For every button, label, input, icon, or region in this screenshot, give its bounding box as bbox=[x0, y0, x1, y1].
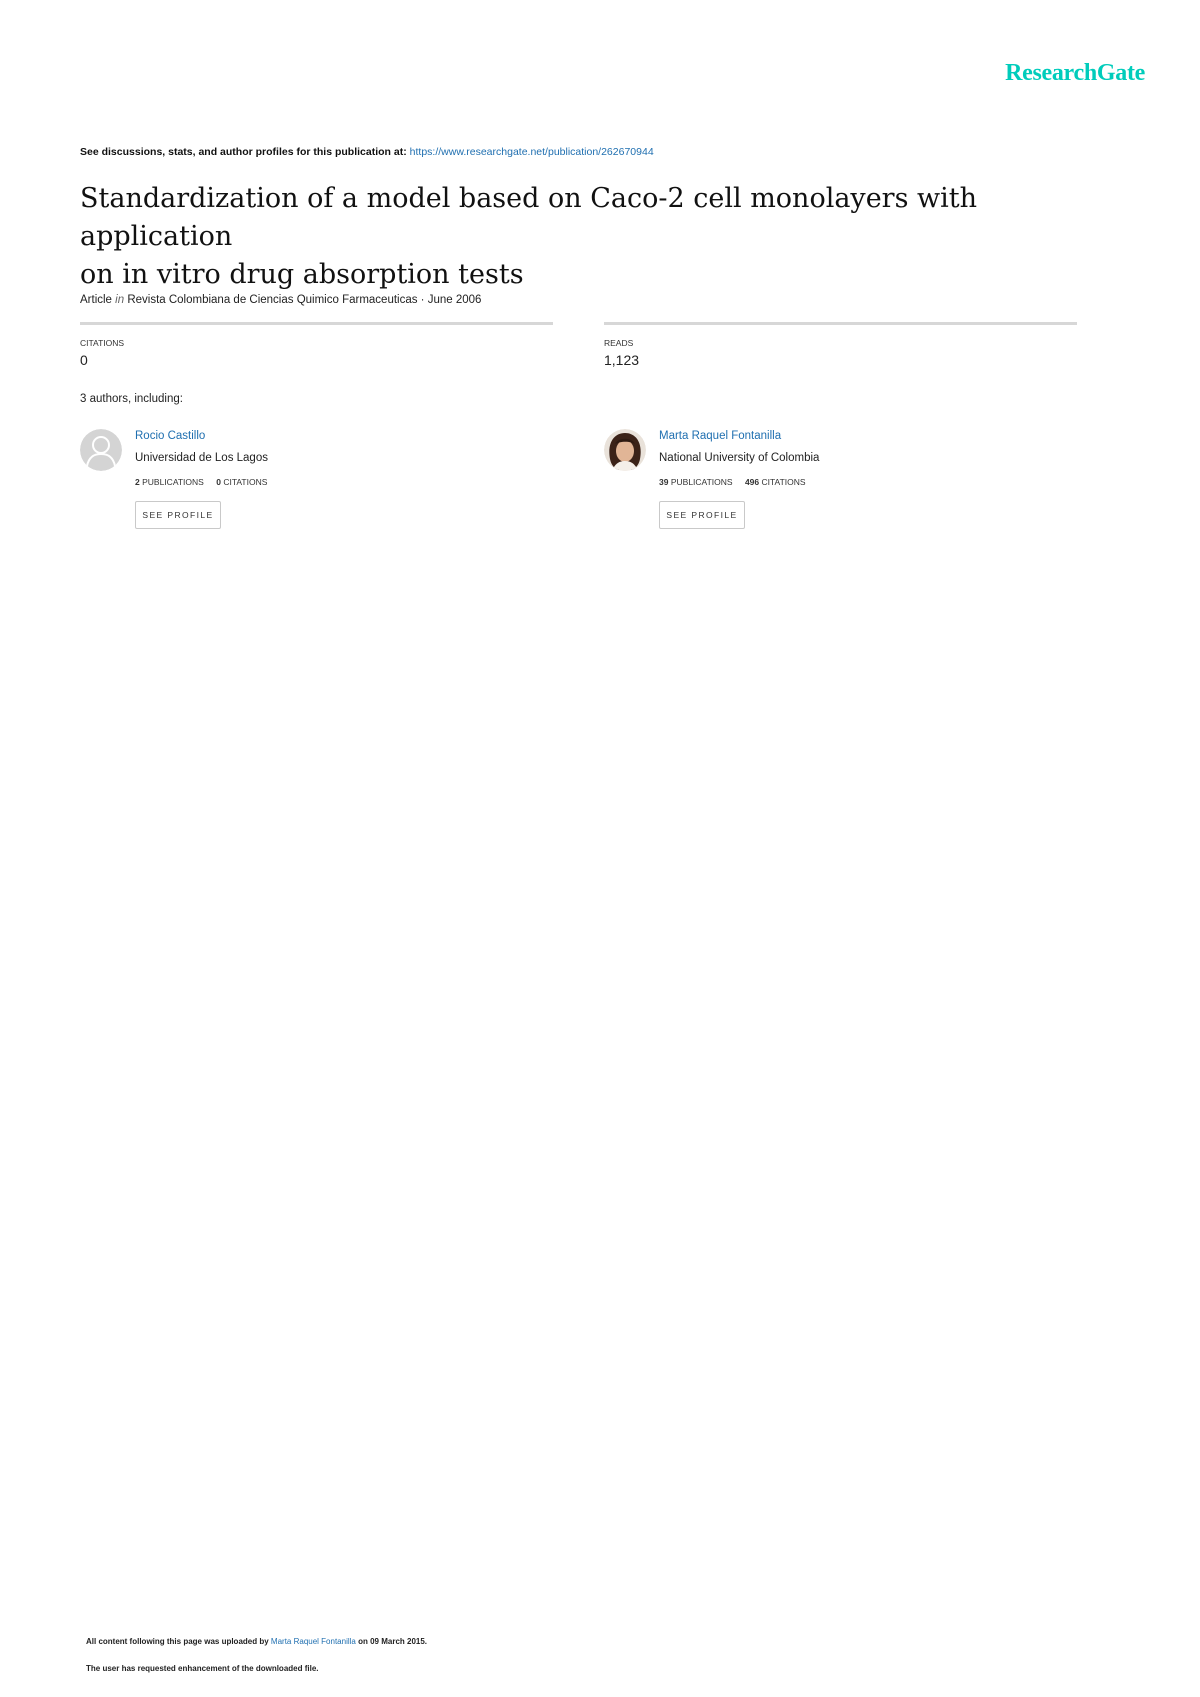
author-photo-avatar[interactable] bbox=[604, 429, 646, 471]
enhancement-note: The user has requested enhancement of the downloaded file. bbox=[86, 1664, 319, 1673]
author-affiliation: Universidad de Los Lagos bbox=[135, 452, 268, 464]
author-affiliation: National University of Colombia bbox=[659, 452, 820, 464]
citations-value: 0 bbox=[80, 352, 88, 368]
reads-value: 1,123 bbox=[604, 352, 640, 368]
author-stats bbox=[659, 477, 806, 487]
upload-note bbox=[86, 1637, 427, 1646]
title-line-1: Standardization of a model based on Caco-2 cell monolayers with application bbox=[80, 183, 977, 252]
journal-date: Revista Colombiana de Ciencias Quimico Farmaceuticas · June 2006 bbox=[127, 294, 482, 306]
publication-url-link[interactable]: https://www.researchgate.net/publication/262670944 bbox=[409, 146, 654, 158]
citations-label: CITATIONS bbox=[80, 338, 125, 348]
author-stats bbox=[135, 477, 267, 487]
see-profile-button[interactable]: SEE PROFILE bbox=[659, 501, 745, 529]
discussion-line bbox=[80, 146, 654, 158]
publications-label: PUBLICATIONS bbox=[670, 477, 733, 487]
publication-type: Article bbox=[80, 294, 112, 306]
publications-count: 2 bbox=[135, 477, 140, 487]
citations-count: 0 bbox=[216, 477, 221, 487]
citations-count: 496 bbox=[744, 477, 760, 487]
authors-heading: 3 authors, including: bbox=[80, 393, 183, 405]
uploader-link[interactable]: Marta Raquel Fontanilla bbox=[270, 1637, 356, 1646]
author-name-link[interactable]: Marta Raquel Fontanilla bbox=[659, 430, 782, 442]
citations-count-label: CITATIONS bbox=[761, 477, 806, 487]
author-name-link[interactable]: Rocio Castillo bbox=[135, 430, 206, 442]
citations-divider bbox=[80, 322, 553, 325]
title-line-2: on in vitro drug absorption tests bbox=[80, 259, 524, 290]
citations-count-label: CITATIONS bbox=[223, 477, 268, 487]
see-profile-button[interactable]: SEE PROFILE bbox=[135, 501, 221, 529]
in-label: in bbox=[115, 294, 125, 306]
upload-prefix: All content following this page was uploaded by bbox=[86, 1637, 269, 1646]
reads-divider bbox=[604, 322, 1077, 325]
researchgate-logo[interactable]: ResearchGate bbox=[1005, 60, 1145, 86]
publication-meta bbox=[80, 294, 481, 306]
publications-label: PUBLICATIONS bbox=[142, 477, 204, 487]
reads-label: READS bbox=[604, 338, 634, 348]
upload-date: on 09 March 2015. bbox=[358, 1637, 428, 1646]
discussion-prefix: See discussions, stats, and author profiles for this publication at: bbox=[80, 146, 407, 158]
publication-title bbox=[80, 180, 1130, 294]
publications-count: 39 bbox=[659, 477, 669, 487]
avatar-placeholder-icon[interactable] bbox=[80, 429, 122, 471]
